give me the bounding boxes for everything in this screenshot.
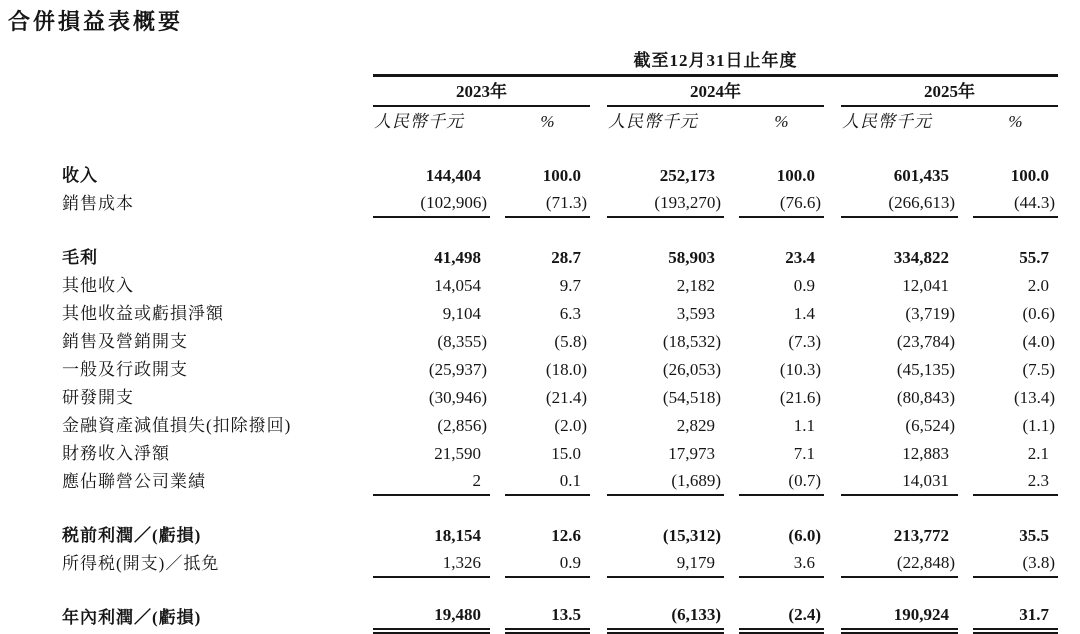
value-2025-percent: (1.1) — [1022, 416, 1056, 435]
income-statement-table — [62, 46, 1058, 634]
value-2023-amount: (25,937) — [428, 360, 487, 379]
value-2024-amount: 17,973 — [668, 444, 715, 463]
value-2025-amount: (3,719) — [905, 304, 955, 323]
year-header-row — [62, 76, 1058, 107]
value-2025-percent: (4.0) — [1022, 332, 1056, 351]
value-2024-amount: 58,903 — [668, 248, 715, 267]
value-2024-amount: 9,179 — [607, 549, 724, 577]
row-label: 收入 — [62, 166, 98, 185]
value-2023-amount: 21,590 — [434, 444, 481, 463]
value-2024-percent: 7.1 — [793, 444, 815, 463]
row-label: 其他收入 — [62, 276, 134, 295]
value-2023-amount: 1,326 — [373, 549, 490, 577]
value-2024-percent: (76.6) — [739, 189, 824, 217]
year-header-2023: 2023年 — [373, 76, 590, 107]
page-title: 合併損益表概要 — [8, 9, 184, 34]
value-2025-percent: (13.4) — [1013, 388, 1056, 407]
value-2024-percent: (6.0) — [788, 526, 821, 545]
row-other-gains-losses-net — [62, 299, 1058, 327]
year-header-2025: 2025年 — [841, 76, 1058, 107]
value-2024-amount: 252,173 — [659, 166, 715, 185]
period-header-row — [62, 46, 1058, 76]
row-net-finance-income — [62, 439, 1058, 467]
value-2023-percent: 6.3 — [559, 304, 581, 323]
value-2024-percent: (7.3) — [788, 332, 821, 351]
value-2024-percent: 3.6 — [739, 549, 824, 577]
value-2023-percent: 12.6 — [551, 526, 581, 545]
value-2023-percent: 0.9 — [505, 549, 590, 577]
value-2023-amount: 19,480 — [373, 603, 490, 631]
row-label: 所得税(開支)／抵免 — [62, 554, 220, 573]
row-label: 毛利 — [62, 248, 98, 267]
value-2025-percent: (7.5) — [1022, 360, 1056, 379]
row-label: 税前利潤／(虧損) — [62, 526, 202, 545]
value-2024-amount: (193,270) — [607, 189, 724, 217]
row-selling-marketing-expenses — [62, 327, 1058, 355]
row-label: 財務收入淨額 — [62, 444, 170, 463]
spacer-row — [62, 495, 1058, 521]
value-2024-percent: (0.7) — [739, 467, 824, 495]
value-2025-amount: 12,041 — [902, 276, 949, 295]
value-2024-percent: (21.6) — [779, 388, 821, 407]
row-cost-of-sales — [62, 189, 1058, 217]
value-2023-percent: (2.0) — [554, 416, 587, 435]
row-impairment-financial-assets — [62, 411, 1058, 439]
value-2024-amount: (26,053) — [662, 360, 721, 379]
value-2025-amount: 213,772 — [893, 526, 949, 545]
row-revenue — [62, 161, 1058, 189]
value-2023-amount: 18,154 — [434, 526, 481, 545]
row-income-tax — [62, 549, 1058, 577]
percent-label-2023: % — [540, 112, 555, 131]
value-2024-amount: (18,532) — [662, 332, 721, 351]
value-2024-amount: (15,312) — [662, 526, 721, 545]
row-profit-for-year — [62, 603, 1058, 631]
value-2025-percent: 31.7 — [973, 603, 1058, 631]
value-2023-amount: 41,498 — [434, 248, 481, 267]
value-2023-percent: (21.4) — [545, 388, 587, 407]
row-label: 一般及行政開支 — [62, 360, 188, 379]
row-label: 其他收益或虧損淨額 — [62, 304, 224, 323]
value-2025-percent: (0.6) — [1022, 304, 1056, 323]
unit-label-2025: 人民幣千元 — [842, 112, 932, 131]
value-2023-amount: 14,054 — [434, 276, 481, 295]
value-2025-amount: 14,031 — [841, 467, 958, 495]
value-2025-percent: 35.5 — [1019, 526, 1050, 545]
value-2025-percent: (3.8) — [973, 549, 1058, 577]
row-profit-before-tax — [62, 521, 1058, 549]
value-2025-amount: (80,843) — [896, 388, 955, 407]
value-2023-percent: (18.0) — [545, 360, 587, 379]
row-other-income — [62, 271, 1058, 299]
value-2023-amount: (8,355) — [437, 332, 487, 351]
row-label: 年內利潤／(虧損) — [62, 608, 202, 627]
value-2023-percent: 13.5 — [505, 603, 590, 631]
value-2024-percent: 23.4 — [785, 248, 815, 267]
spacer-row — [62, 577, 1058, 603]
value-2025-percent: (44.3) — [973, 189, 1058, 217]
value-2023-amount: 9,104 — [442, 304, 481, 323]
table-body — [62, 135, 1058, 631]
value-2024-percent: (2.4) — [739, 603, 824, 631]
value-2025-percent: 55.7 — [1019, 248, 1050, 267]
row-label: 銷售成本 — [62, 194, 134, 213]
value-2023-percent: 9.7 — [559, 276, 581, 295]
row-label: 金融資產減值損失(扣除撥回) — [62, 416, 292, 435]
value-2023-amount: 2 — [373, 467, 490, 495]
value-2024-amount: 3,593 — [676, 304, 715, 323]
value-2025-amount: (22,848) — [841, 549, 958, 577]
value-2025-percent: 2.3 — [973, 467, 1058, 495]
period-header: 截至12月31日止年度 — [373, 46, 1058, 76]
value-2025-amount: (45,135) — [896, 360, 955, 379]
value-2024-amount: (6,133) — [607, 603, 724, 631]
value-2025-amount: (6,524) — [905, 416, 955, 435]
value-2024-percent: 0.9 — [793, 276, 815, 295]
value-2024-amount: (1,689) — [607, 467, 724, 495]
value-2023-amount: 144,404 — [425, 166, 481, 185]
value-2023-amount: (2,856) — [437, 416, 487, 435]
value-2023-percent: (5.8) — [554, 332, 587, 351]
value-2024-amount: 2,829 — [676, 416, 715, 435]
unit-header-row — [62, 106, 1058, 135]
value-2025-amount: 190,924 — [841, 603, 958, 631]
value-2023-amount: (102,906) — [373, 189, 490, 217]
value-2023-percent: 28.7 — [551, 248, 581, 267]
unit-label-2023: 人民幣千元 — [374, 112, 464, 131]
value-2025-amount: 601,435 — [893, 166, 949, 185]
value-2024-percent: 1.4 — [793, 304, 815, 323]
row-label: 研發開支 — [62, 388, 134, 407]
row-rd-expenses — [62, 383, 1058, 411]
value-2025-percent: 100.0 — [1010, 166, 1050, 185]
percent-label-2025: % — [1008, 112, 1023, 131]
value-2024-amount: 2,182 — [676, 276, 715, 295]
spacer-row — [62, 135, 1058, 161]
value-2025-percent: 2.0 — [1027, 276, 1050, 295]
value-2025-amount: (23,784) — [896, 332, 955, 351]
row-label: 銷售及營銷開支 — [62, 332, 188, 351]
percent-label-2024: % — [774, 112, 789, 131]
row-label: 應佔聯營公司業績 — [62, 472, 206, 491]
value-2023-percent: 0.1 — [505, 467, 590, 495]
value-2025-amount: 334,822 — [893, 248, 949, 267]
row-share-of-associates — [62, 467, 1058, 495]
year-header-2024: 2024年 — [607, 76, 824, 107]
unit-label-2024: 人民幣千元 — [608, 112, 698, 131]
row-general-admin-expenses — [62, 355, 1058, 383]
row-gross-profit — [62, 243, 1058, 271]
spacer-row — [62, 217, 1058, 243]
value-2025-percent: 2.1 — [1027, 444, 1050, 463]
value-2025-amount: 12,883 — [902, 444, 949, 463]
value-2024-percent: 100.0 — [776, 166, 815, 185]
value-2023-percent: 100.0 — [542, 166, 581, 185]
value-2024-percent: 1.1 — [793, 416, 815, 435]
value-2024-percent: (10.3) — [779, 360, 821, 379]
value-2025-amount: (266,613) — [841, 189, 958, 217]
value-2023-amount: (30,946) — [428, 388, 487, 407]
value-2024-amount: (54,518) — [662, 388, 721, 407]
value-2023-percent: (71.3) — [505, 189, 590, 217]
value-2023-percent: 15.0 — [551, 444, 581, 463]
